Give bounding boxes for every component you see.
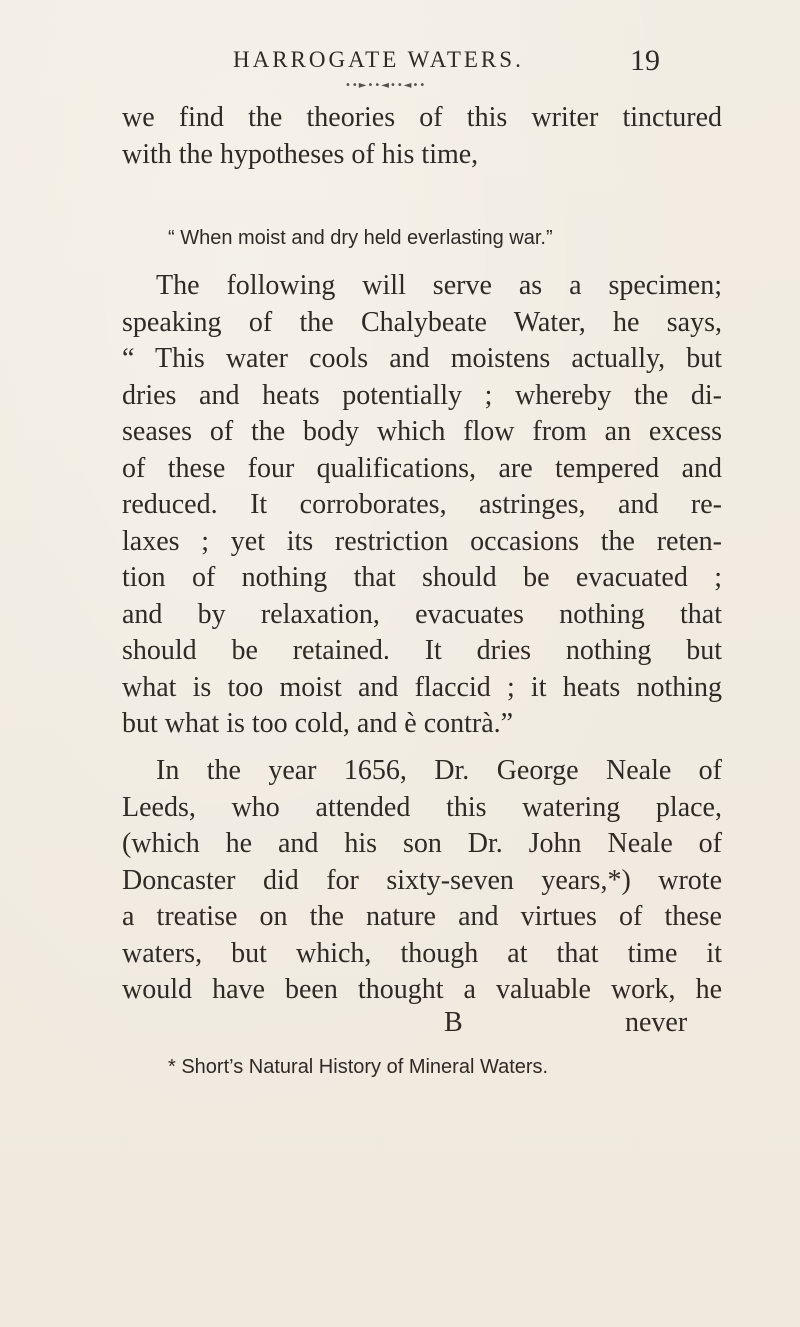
text-line: In the year 1656, Dr. George Neale of xyxy=(156,755,722,786)
text-line: but what is too cold, and è contrà.” xyxy=(122,708,514,739)
text-line: a treatise on the nature and virtues of these xyxy=(122,901,722,932)
verse-quotation: “ When moist and dry held everlasting war.” xyxy=(168,227,553,249)
text-line: “ This water cools and moistens actually, but xyxy=(122,343,722,374)
text-line: Leeds, who attended this watering place, xyxy=(122,791,722,823)
text-line: we find the theories of this writer tinctured xyxy=(122,102,722,133)
text-line: (which he and his son Dr. John Neale of xyxy=(122,828,722,859)
paragraph-3 xyxy=(122,753,722,1009)
footnote: * Short’s Natural History of Mineral Waters. xyxy=(168,1056,549,1078)
text-line: of these four qualifications, are tempered and xyxy=(122,452,722,484)
text-line: what is too moist and flaccid ; it heats nothing xyxy=(122,671,722,703)
text-line: seases of the body which flow from an excess xyxy=(122,416,722,447)
text-line: should be retained. It dries nothing but xyxy=(122,635,722,666)
text-line: with the hypotheses of his time, xyxy=(122,138,479,170)
text-line: waters, but which, though at that time it xyxy=(122,937,722,969)
text-line: tion of nothing that should be evacuated ; xyxy=(122,562,722,593)
page-number: 19 xyxy=(630,44,660,77)
text-line: would have been thought a valuable work, he xyxy=(122,974,722,1005)
catchword: never xyxy=(625,1007,688,1038)
paragraph-1 xyxy=(122,100,722,173)
text-line: The following will serve as a specimen; xyxy=(156,270,722,301)
signature-line xyxy=(0,1007,800,1043)
text-line: laxes ; yet its restriction occasions the reten- xyxy=(122,525,722,557)
page-header xyxy=(0,44,800,84)
text-line: and by relaxation, evacuates nothing that xyxy=(122,598,722,630)
text-line: speaking of the Chalybeate Water, he says, xyxy=(122,306,722,338)
signature-mark: B xyxy=(444,1007,463,1038)
header-ornament: ••►••◄••◄•• xyxy=(345,80,427,91)
text-line: reduced. It corroborates, astringes, and re- xyxy=(122,489,722,520)
text-line: dries and heats potentially ; whereby the di- xyxy=(122,379,722,411)
text-line: Doncaster did for sixty-seven years,*) wrote xyxy=(122,864,722,896)
running-head: HARROGATE WATERS. xyxy=(233,47,524,72)
paragraph-2 xyxy=(122,268,722,743)
